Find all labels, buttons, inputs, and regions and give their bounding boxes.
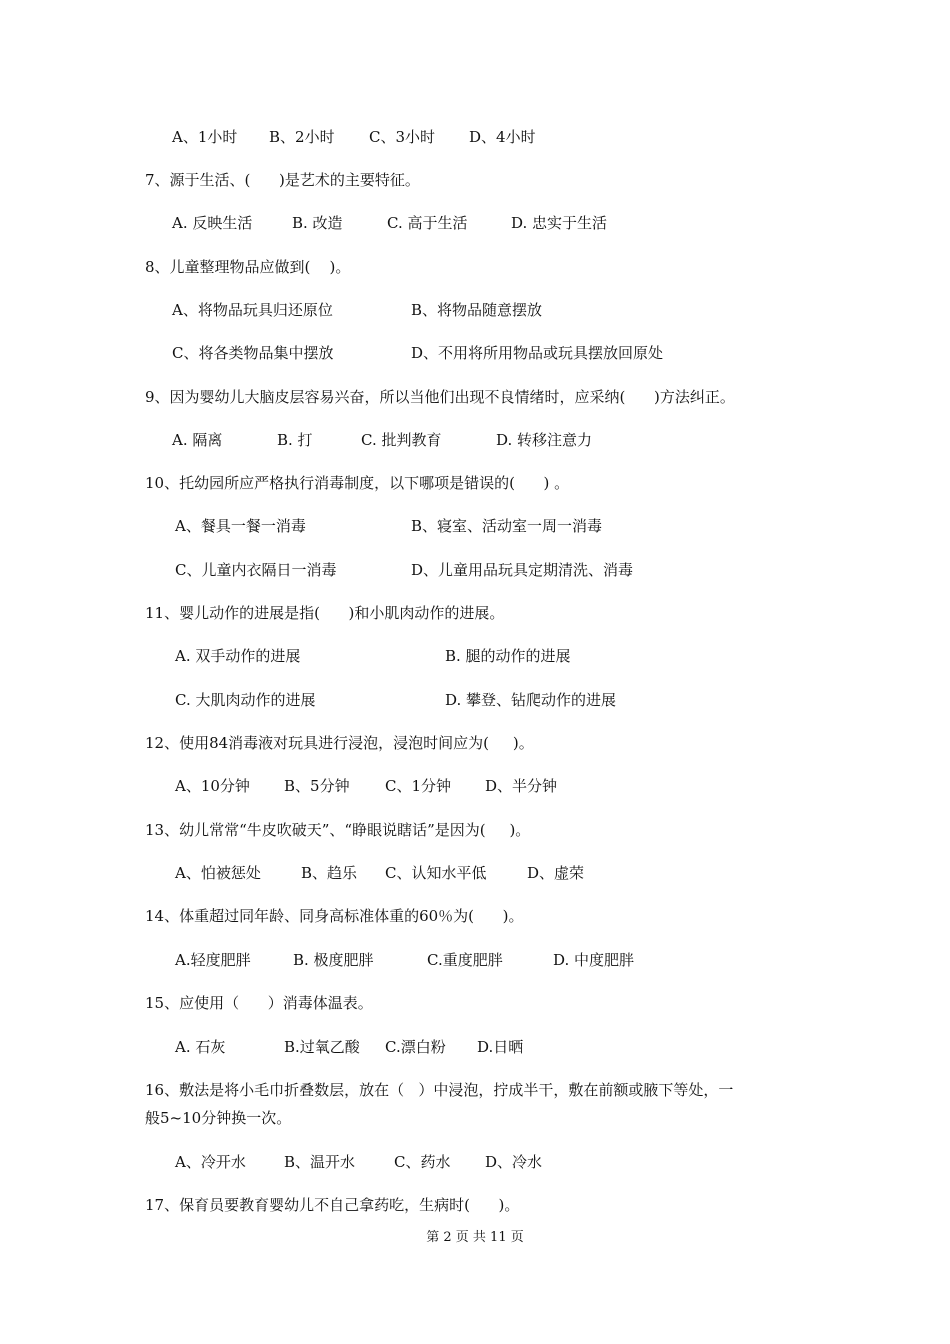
q10-question: 10、托幼园所应严格执行消毒制度，以下哪项是错误的( ) 。 bbox=[145, 474, 570, 492]
q6-option-d: D、4小时 bbox=[469, 128, 536, 146]
q7-option-c: C. 高于生活 bbox=[387, 214, 468, 232]
q7-option-b: B. 改造 bbox=[292, 214, 343, 232]
q14-option-d: D. 中度肥胖 bbox=[553, 951, 635, 969]
q13-option-b: B、趋乐 bbox=[301, 864, 358, 882]
q12-option-c: C、1分钟 bbox=[385, 777, 452, 795]
q13-option-a: A、怕被惩处 bbox=[175, 864, 261, 882]
q12-option-a: A、10分钟 bbox=[175, 777, 250, 795]
q14-option-a: A.轻度肥胖 bbox=[175, 951, 251, 969]
q14-option-b: B. 极度肥胖 bbox=[293, 951, 374, 969]
q9-option-d: D. 转移注意力 bbox=[496, 431, 593, 449]
q11-option-b: B. 腿的动作的进展 bbox=[445, 647, 571, 665]
q16-option-b: B、温开水 bbox=[284, 1153, 356, 1171]
q13-question: 13、幼儿常常“牛皮吹破天”、“睁眼说瞎话”是因为( )。 bbox=[145, 821, 531, 839]
q14-option-c: C.重度肥胖 bbox=[427, 951, 503, 969]
q7-option-d: D. 忠实于生活 bbox=[511, 214, 608, 232]
q8-option-b: B、将物品随意摆放 bbox=[411, 301, 543, 319]
q8-question: 8、儿童整理物品应做到( )。 bbox=[145, 258, 351, 276]
q6-option-b: B、2小时 bbox=[269, 128, 335, 146]
q12-option-b: B、5分钟 bbox=[284, 777, 350, 795]
q17-question: 17、保育员要教育婴幼儿不自己拿药吃，生病时( )。 bbox=[145, 1196, 520, 1214]
q8-option-d: D、不用将所用物品或玩具摆放回原处 bbox=[411, 344, 664, 362]
q11-option-a: A. 双手动作的进展 bbox=[175, 647, 301, 665]
q7-question: 7、源于生活、( )是艺术的主要特征。 bbox=[145, 171, 420, 189]
q7-option-a: A. 反映生活 bbox=[172, 214, 253, 232]
q9-option-c: C. 批判教育 bbox=[361, 431, 442, 449]
q9-question: 9、因为婴幼儿大脑皮层容易兴奋，所以当他们出现不良情绪时，应采纳( )方法纠正。 bbox=[145, 388, 735, 406]
q6-option-a: A、1小时 bbox=[172, 128, 238, 146]
q16-option-d: D、冷水 bbox=[485, 1153, 543, 1171]
q11-option-c: C. 大肌肉动作的进展 bbox=[175, 691, 316, 709]
q9-option-b: B. 打 bbox=[277, 431, 313, 449]
q10-option-d: D、儿童用品玩具定期清洗、消毒 bbox=[411, 561, 634, 579]
q8-option-c: C、将各类物品集中摆放 bbox=[172, 344, 334, 362]
q10-option-b: B、寝室、活动室一周一消毒 bbox=[411, 517, 603, 535]
q15-option-d: D.日晒 bbox=[477, 1038, 524, 1056]
q15-option-c: C.漂白粉 bbox=[385, 1038, 446, 1056]
q10-option-c: C、儿童内衣隔日一消毒 bbox=[175, 561, 337, 579]
q16-option-c: C、药水 bbox=[394, 1153, 451, 1171]
q15-question: 15、应使用（ ）消毒体温表。 bbox=[145, 994, 373, 1012]
q11-option-d: D. 攀登、钻爬动作的进展 bbox=[445, 691, 617, 709]
q10-option-a: A、餐具一餐一消毒 bbox=[175, 517, 306, 535]
q16-question-line2: 般5~10分钟换一次。 bbox=[145, 1109, 292, 1127]
q13-option-d: D、虚荣 bbox=[527, 864, 585, 882]
q12-option-d: D、半分钟 bbox=[485, 777, 558, 795]
q6-option-c: C、3小时 bbox=[369, 128, 436, 146]
page-footer: 第 2 页 共 11 页 bbox=[426, 1230, 524, 1245]
q12-question: 12、使用84消毒液对玩具进行浸泡，浸泡时间应为( )。 bbox=[145, 734, 534, 752]
q11-question: 11、婴儿动作的进展是指( )和小肌肉动作的进展。 bbox=[145, 604, 505, 622]
q13-option-c: C、认知水平低 bbox=[385, 864, 487, 882]
q9-option-a: A. 隔离 bbox=[172, 431, 223, 449]
q16-question-line1: 16、敷法是将小毛巾折叠数层，放在（ ）中浸泡，拧成半干，敷在前额或腋下等处，一 bbox=[145, 1081, 734, 1099]
q16-option-a: A、冷开水 bbox=[175, 1153, 246, 1171]
q8-option-a: A、将物品玩具归还原位 bbox=[172, 301, 333, 319]
q15-option-a: A. 石灰 bbox=[175, 1038, 226, 1056]
q14-question: 14、体重超过同年龄、同身高标准体重的60％为( )。 bbox=[145, 907, 524, 925]
q15-option-b: B.过氧乙酸 bbox=[284, 1038, 360, 1056]
